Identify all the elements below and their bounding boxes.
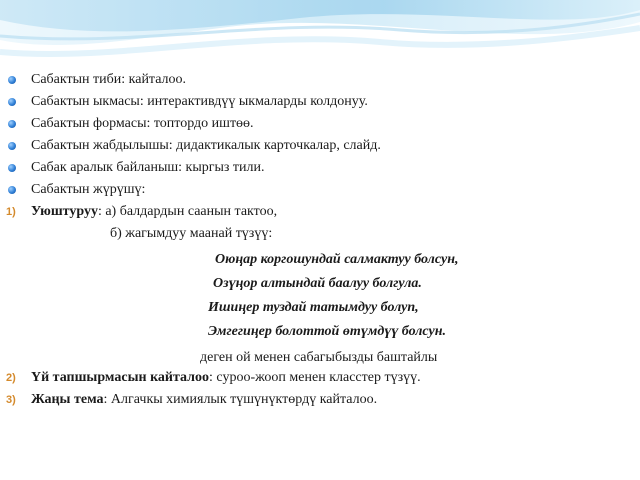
numbered-item-label: Жаңы тема	[31, 392, 104, 407]
bullet-item: Сабактын тиби: кайталоо.	[31, 72, 187, 87]
bullet-item: Сабак аралык байланыш: кыргыз тили.	[31, 160, 265, 175]
bullet-item: Сабактын ыкмасы: интерактивдүү ыкмаларды колдонуу.	[31, 94, 368, 109]
poem-line: Эмгегиңер болоттой өтүмдүү болсун.	[208, 324, 447, 339]
bullet-icon	[8, 142, 16, 150]
poem-line: Ишиңер туздай татымдуу болуп,	[208, 300, 419, 315]
bullet-item: Сабактын жабдылышы: дидактикалык карточкалар, слайд.	[31, 138, 381, 153]
bullet-icon	[8, 164, 16, 172]
numbered-item-text: : а) балдардын саанын тактоо,	[97, 204, 278, 219]
numbered-item-text: : Алгачкы химиялык түшүнүктөрдү кайталоо.	[103, 392, 378, 407]
numbered-item	[31, 391, 377, 409]
bullet-item: Сабактын жүрүшү:	[31, 182, 146, 197]
numbered-item-label: Үй тапшырмасын кайталоо	[31, 370, 210, 385]
poem-line: Оюңар коргошундай салмактуу болсун,	[215, 252, 459, 267]
numbered-item	[31, 369, 421, 387]
bullet-icon	[8, 98, 16, 106]
list-number: 1)	[6, 206, 16, 218]
list-number: 2)	[6, 372, 16, 384]
bullet-icon	[8, 120, 16, 128]
bullet-icon	[8, 186, 16, 194]
numbered-item	[31, 203, 277, 221]
bullet-icon	[8, 76, 16, 84]
list-number: 3)	[6, 394, 16, 406]
sub-item: б) жагымдуу маанай түзүү:	[110, 226, 273, 241]
numbered-item-text: : суроо-жооп менен класстер түзүү.	[209, 370, 421, 385]
closing-line: деген ой менен сабагыбызды баштайлы	[200, 350, 438, 365]
bullet-item: Сабактын формасы: топтордо иштөө.	[31, 116, 254, 131]
numbered-item-label: Уюштуруу	[31, 204, 98, 219]
poem-line: Озүңор алтындай баалуу болгула.	[213, 276, 422, 291]
